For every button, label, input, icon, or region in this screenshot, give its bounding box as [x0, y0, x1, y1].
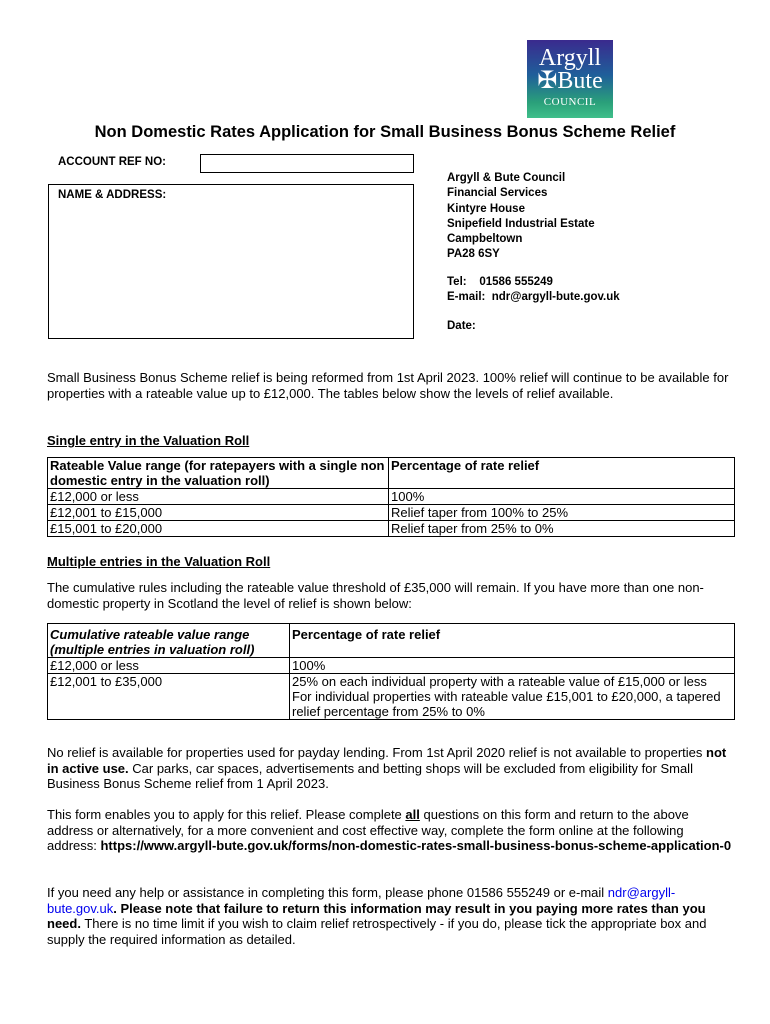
table-cell: Relief taper from 25% to 0%	[389, 521, 735, 537]
email-link[interactable]: ndr@argyll-bute.gov.uk	[47, 885, 676, 916]
online-form-url[interactable]: https://www.argyll-bute.gov.uk/forms/non-domestic-rates-small-business-bonus-scheme-application-0	[100, 838, 732, 853]
text: questions on this form and return to the above address or alternatively, for a more convenient and cost effective way, complete the form online at the following address:	[47, 807, 689, 853]
page-title: Non Domestic Rates Application for Small Business Bonus Scheme Relief	[94, 123, 676, 141]
account-ref-label: ACCOUNT REF NO:	[58, 156, 166, 168]
text: There is no time limit if you wish to claim relief retrospectively - if you do, please tick the appropriate box and supply the required information as detailed.	[47, 916, 707, 947]
single-entry-heading: Single entry in the Valuation Roll	[47, 433, 250, 448]
address-line: Argyll & Bute Council	[447, 172, 566, 184]
help-paragraph	[47, 885, 737, 947]
intro-paragraph: Small Business Bonus Scheme relief is being reformed from 1st April 2023. 100% relief will continue to be available for properties with a rateable value up to £12,000. The tables below show the levels of relief available.	[47, 370, 729, 401]
email-label: E-mail:	[447, 291, 486, 304]
table-cell: 25% on each individual property with a rateable value of £15,000 or less	[290, 674, 735, 690]
instructions-paragraph	[47, 807, 737, 854]
name-address-input[interactable]	[48, 184, 414, 339]
table-header: Rateable Value range (for ratepayers with a single non domestic entry in the valuation roll)	[48, 458, 389, 489]
multiple-intro: The cumulative rules including the rateable value threshold of £35,000 will remain. If you have more than one non-domestic property in Scotland the level of relief is shown below:	[47, 580, 704, 611]
address-line: Snipefield Industrial Estate	[447, 217, 595, 230]
table-cell: Relief taper from 100% to 25%	[389, 505, 735, 521]
logo-text: ✠Bute	[537, 68, 603, 94]
single-entry-table	[47, 457, 735, 537]
text: No relief is available for properties used for payday lending. From 1st April 2020 relief is not available to properties	[47, 745, 707, 760]
tel-number: 01586 555249	[479, 275, 553, 288]
table-row	[48, 521, 735, 537]
table-cell: For individual properties with rateable value £15,001 to £20,000, a tapered relief percentage from 25% to 0%	[290, 689, 735, 720]
address-line: Financial Services	[447, 187, 548, 200]
text: If you need any help or assistance in completing this form, please phone 01586 555249 or e-mail	[47, 885, 608, 900]
table-header: Percentage of rate relief	[389, 458, 735, 489]
council-address	[447, 171, 620, 335]
table-header: Cumulative rateable value range (multiple entries in valuation roll)	[48, 624, 290, 658]
account-ref-input[interactable]	[200, 154, 414, 173]
logo-text: Argyll	[538, 45, 602, 71]
text-bold: . Please note that failure to return this information may result in you paying more rates than you need.	[47, 900, 706, 931]
table-row	[48, 489, 735, 505]
table-cell: £12,000 or less	[48, 658, 290, 674]
table-cell: 100%	[389, 489, 735, 505]
table-header: Percentage of rate relief	[290, 624, 735, 658]
table-row	[48, 674, 735, 690]
address-line: PA28 6SY	[447, 248, 500, 261]
address-line: Campbeltown	[447, 233, 523, 246]
text-bold: all	[405, 807, 420, 822]
council-logo	[527, 40, 613, 118]
tel-label: Tel:	[447, 275, 467, 288]
exclusions-paragraph	[47, 745, 737, 792]
table-header-row	[48, 624, 735, 658]
table-cell: £12,000 or less	[48, 489, 389, 505]
multiple-entries-table	[47, 623, 735, 720]
name-address-label: NAME & ADDRESS:	[58, 189, 167, 201]
text: This form enables you to apply for this relief. Please complete	[47, 807, 406, 822]
table-cell: £12,001 to £15,000	[48, 505, 389, 521]
email-address: ndr@argyll-bute.gov.uk	[491, 291, 620, 304]
table-cell: 100%	[290, 658, 735, 674]
date-label: Date:	[447, 320, 476, 333]
table-header-row	[48, 458, 735, 489]
table-cell: £15,001 to £20,000	[48, 521, 389, 537]
table-cell: £12,001 to £35,000	[48, 674, 290, 720]
multiple-entries-heading: Multiple entries in the Valuation Roll	[47, 554, 271, 569]
table-row	[48, 658, 735, 674]
logo-text-council: COUNCIL	[543, 96, 597, 108]
logo-text-bute: Bute	[557, 68, 603, 94]
text: Car parks, car spaces, advertisements and betting shops will be excluded from eligibility for Small Business Bonus Scheme relief from 1 April 2023.	[47, 760, 693, 791]
address-line: Kintyre House	[447, 202, 525, 215]
text-bold: not in active use.	[47, 745, 727, 776]
table-row	[48, 505, 735, 521]
